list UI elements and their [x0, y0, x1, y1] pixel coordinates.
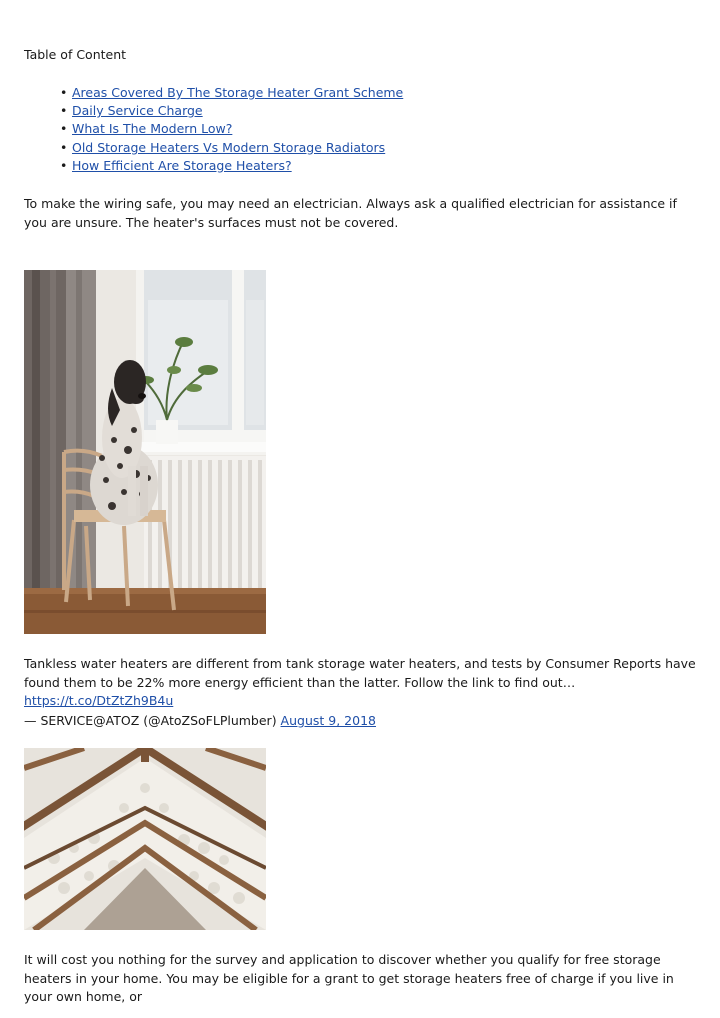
tweet-date-link[interactable]: August 9, 2018	[280, 713, 376, 728]
toc-list	[60, 84, 403, 175]
bullet-icon: •	[60, 157, 68, 173]
toc-link-daily-service-charge[interactable]: Daily Service Charge	[72, 103, 203, 119]
tweet-link[interactable]: https://t.co/DtZtZh9B4u	[24, 693, 174, 708]
toc-item	[60, 102, 403, 120]
toc-item	[60, 139, 403, 157]
toc-title: Table of Content	[24, 47, 127, 62]
tweet-attribution	[24, 712, 696, 731]
paragraph-tankless	[24, 655, 696, 711]
attic-insulation-photo	[24, 748, 266, 930]
toc-link-modern-low[interactable]: What Is The Modern Low?	[72, 121, 233, 137]
toc-item	[60, 120, 403, 138]
tankless-text: Tankless water heaters are different from tank storage water heaters, and tests by Consumer Reports have found them to be 22% more energy efficient than the latter. Follow the link to find out…	[24, 656, 696, 690]
tweet-author: — SERVICE@ATOZ (@AtoZSoFLPlumber)	[24, 713, 281, 728]
bullet-icon: •	[60, 85, 68, 100]
bullet-icon: •	[60, 139, 68, 155]
paragraph-wiring: To make the wiring safe, you may need an electrician. Always ask a qualified electrician for assistance if you are unsure. The heater's surfaces must not be covered.	[24, 196, 677, 230]
toc-item	[60, 84, 403, 102]
toc-link-areas-covered[interactable]: Areas Covered By The Storage Heater Grant Scheme	[72, 85, 404, 100]
toc-item	[60, 157, 403, 175]
dog-radiator-photo	[24, 270, 266, 634]
paragraph-survey: It will cost you nothing for the survey and application to discover whether you qualify for free storage heaters in your home. You may be eligible for a grant to get storage heaters free of charge if you live in your own home, or	[24, 952, 674, 1004]
bullet-icon: •	[60, 103, 68, 119]
bullet-icon: •	[60, 121, 68, 137]
toc-link-how-efficient[interactable]: How Efficient Are Storage Heaters?	[72, 157, 292, 173]
toc-link-old-vs-modern[interactable]: Old Storage Heaters Vs Modern Storage Radiators	[72, 139, 386, 155]
